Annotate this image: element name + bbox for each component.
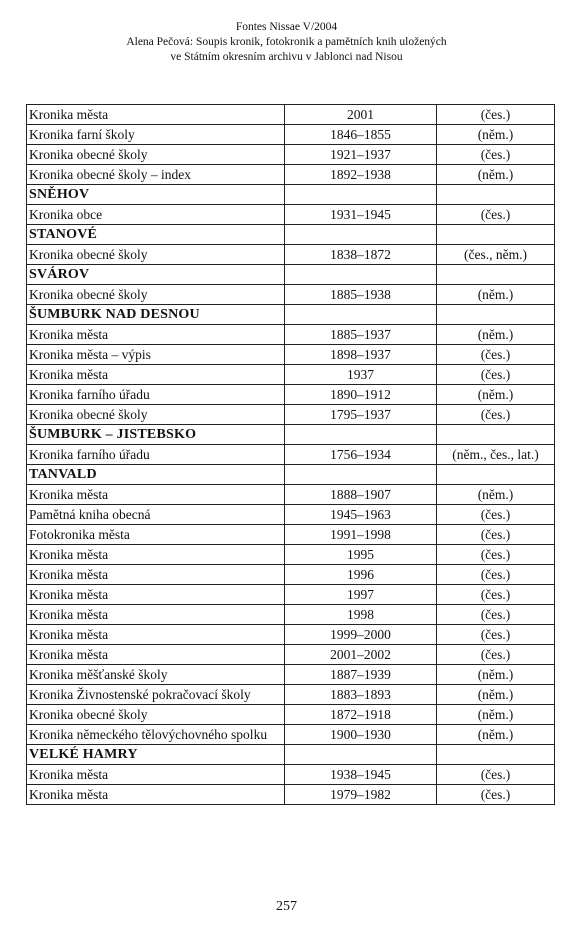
place-heading-row [27,465,555,485]
language-cell: (něm.) [437,325,555,345]
years-cell: 2001 [285,105,437,125]
table-row [27,245,555,265]
language-cell: (čes.) [437,585,555,605]
table-row [27,725,555,745]
place-heading-years-cell [285,425,437,445]
language-cell: (čes.) [437,605,555,625]
chronicle-title-cell: Kronika města [27,365,285,385]
chronicle-title-cell: Kronika města [27,605,285,625]
table-row [27,325,555,345]
table-row [27,605,555,625]
language-cell: (čes.) [437,405,555,425]
place-heading: SVÁROV [27,265,285,285]
language-cell: (čes., něm.) [437,245,555,265]
document-subtitle: ve Státním okresním archivu v Jablonci nad Nisou [170,51,403,63]
years-cell: 2001–2002 [285,645,437,665]
language-cell: (něm.) [437,665,555,685]
chronicle-title-cell: Kronika obecné školy [27,145,285,165]
language-cell: (něm., čes., lat.) [437,445,555,465]
language-cell: (čes.) [437,545,555,565]
table-row [27,125,555,145]
years-cell: 1846–1855 [285,125,437,145]
language-cell: (něm.) [437,705,555,725]
chronicle-title-cell: Kronika města [27,485,285,505]
years-cell: 1921–1937 [285,145,437,165]
years-cell: 1991–1998 [285,525,437,545]
place-heading-row [27,745,555,765]
place-heading-lang-cell [437,305,555,325]
place-heading: VELKÉ HAMRY [27,745,285,765]
years-cell: 1885–1938 [285,285,437,305]
table-row [27,585,555,605]
place-heading-years-cell [285,265,437,285]
place-heading-years-cell [285,225,437,245]
document-title: Alena Pečová: Soupis kronik, fotokronik a pamětních knih uložených [126,36,447,48]
chronicle-title-cell: Kronika obecné školy [27,405,285,425]
table-row [27,565,555,585]
chronicle-title-cell: Kronika obecné školy [27,285,285,305]
years-cell: 1872–1918 [285,705,437,725]
language-cell: (čes.) [437,345,555,365]
place-heading-lang-cell [437,225,555,245]
table-row [27,505,555,525]
years-cell: 1938–1945 [285,765,437,785]
years-cell: 1900–1930 [285,725,437,745]
place-heading: TANVALD [27,465,285,485]
chronicle-title-cell: Kronika Živnostenské pokračovací školy [27,685,285,705]
language-cell: (čes.) [437,145,555,165]
chronicle-title-cell: Kronika města [27,645,285,665]
language-cell: (něm.) [437,725,555,745]
language-cell: (něm.) [437,385,555,405]
place-heading-lang-cell [437,745,555,765]
table-row [27,285,555,305]
chronicle-title-cell: Kronika města [27,325,285,345]
language-cell: (něm.) [437,485,555,505]
language-cell: (čes.) [437,105,555,125]
language-cell: (něm.) [437,685,555,705]
chronicle-title-cell: Kronika města [27,105,285,125]
years-cell: 1996 [285,565,437,585]
language-cell: (čes.) [437,365,555,385]
years-cell: 1995 [285,545,437,565]
years-cell: 1999–2000 [285,625,437,645]
chronicle-title-cell: Kronika obecné školy – index [27,165,285,185]
table-row [27,625,555,645]
chronicle-title-cell: Kronika města [27,625,285,645]
place-heading: STANOVÉ [27,225,285,245]
table-row [27,145,555,165]
chronicle-title-cell: Kronika města – výpis [27,345,285,365]
place-heading-row [27,185,555,205]
table-row [27,645,555,665]
place-heading-years-cell [285,305,437,325]
chronicle-title-cell: Kronika obecné školy [27,245,285,265]
place-heading-row [27,225,555,245]
chronicles-table-body [27,105,555,805]
chronicle-title-cell: Kronika farního úřadu [27,385,285,405]
years-cell: 1892–1938 [285,165,437,185]
table-row [27,385,555,405]
table-row [27,165,555,185]
table-row [27,345,555,365]
table-row [27,365,555,385]
years-cell: 1888–1907 [285,485,437,505]
chronicle-title-cell: Kronika města [27,785,285,805]
years-cell: 1979–1982 [285,785,437,805]
chronicle-title-cell: Kronika farního úřadu [27,445,285,465]
chronicle-title-cell: Kronika měšťanské školy [27,665,285,685]
place-heading-years-cell [285,185,437,205]
chronicle-title-cell: Kronika německého tělovýchovného spolku [27,725,285,745]
place-heading-row [27,425,555,445]
table-row [27,545,555,565]
table-row [27,685,555,705]
years-cell: 1883–1893 [285,685,437,705]
years-cell: 1890–1912 [285,385,437,405]
years-cell: 1931–1945 [285,205,437,225]
language-cell: (čes.) [437,205,555,225]
years-cell: 1997 [285,585,437,605]
table-row [27,405,555,425]
language-cell: (čes.) [437,505,555,525]
page-number: 257 [276,899,297,914]
place-heading-years-cell [285,745,437,765]
place-heading-lang-cell [437,425,555,445]
language-cell: (něm.) [437,285,555,305]
years-cell: 1887–1939 [285,665,437,685]
years-cell: 1937 [285,365,437,385]
place-heading: ŠUMBURK NAD DESNOU [27,305,285,325]
language-cell: (něm.) [437,165,555,185]
table-row [27,485,555,505]
table-row [27,765,555,785]
years-cell: 1998 [285,605,437,625]
chronicle-title-cell: Kronika města [27,585,285,605]
years-cell: 1795–1937 [285,405,437,425]
place-heading-row [27,265,555,285]
years-cell: 1838–1872 [285,245,437,265]
years-cell: 1756–1934 [285,445,437,465]
table-row [27,785,555,805]
table-row [27,525,555,545]
chronicle-title-cell: Kronika města [27,765,285,785]
language-cell: (čes.) [437,765,555,785]
language-cell: (čes.) [437,565,555,585]
place-heading-years-cell [285,465,437,485]
place-heading-row [27,305,555,325]
chronicle-title-cell: Kronika obecné školy [27,705,285,725]
language-cell: (něm.) [437,125,555,145]
language-cell: (čes.) [437,625,555,645]
table-row [27,205,555,225]
page-header [0,20,573,65]
chronicle-title-cell: Pamětná kniha obecná [27,505,285,525]
chronicle-title-cell: Kronika farní školy [27,125,285,145]
publication-title: Fontes Nissae V/2004 [235,21,338,33]
place-heading-lang-cell [437,265,555,285]
place-heading-lang-cell [437,185,555,205]
language-cell: (čes.) [437,645,555,665]
years-cell: 1898–1937 [285,345,437,365]
place-heading-lang-cell [437,465,555,485]
table-row [27,105,555,125]
chronicle-title-cell: Kronika obce [27,205,285,225]
chronicle-title-cell: Kronika města [27,545,285,565]
years-cell: 1945–1963 [285,505,437,525]
table-row [27,665,555,685]
place-heading: SNĚHOV [27,185,285,205]
table-row [27,445,555,465]
table-row [27,705,555,725]
language-cell: (čes.) [437,525,555,545]
place-heading: ŠUMBURK – JISTEBSKO [27,425,285,445]
language-cell: (čes.) [437,785,555,805]
chronicles-table [26,104,555,805]
chronicle-title-cell: Kronika města [27,565,285,585]
chronicle-title-cell: Fotokronika města [27,525,285,545]
years-cell: 1885–1937 [285,325,437,345]
